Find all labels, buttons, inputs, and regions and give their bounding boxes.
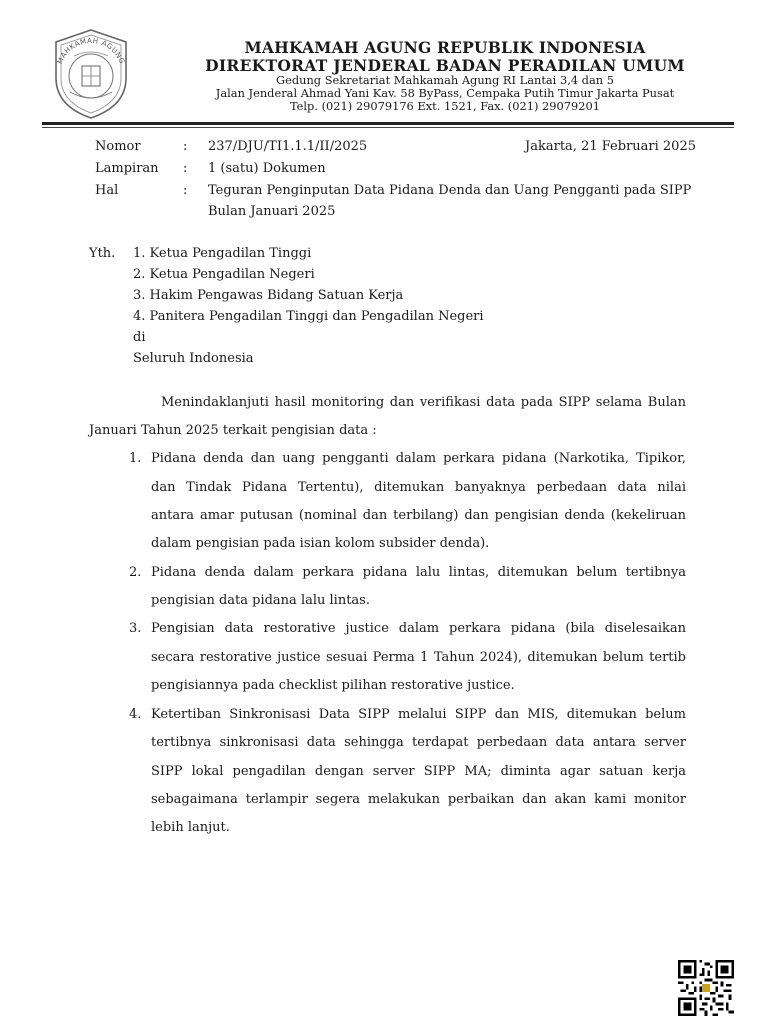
point-number: 3. [129,621,142,636]
lampiran-value: 1 (satu) Dokumen [208,161,326,176]
point-line: Pidana denda dalam perkara pidana lalu lintas, ditemukan belum tertibnya [151,565,686,580]
nomor-label: Nomor [95,139,141,154]
point-line: antara amar putusan (nominal dan terbilang) dan pengisian denda (kekeliruan [151,508,686,523]
svg-text:MAHKAMAH AGUNG: MAHKAMAH AGUNG [55,36,127,66]
nomor-value: 237/DJU/TI1.1.1/II/2025 [208,139,368,154]
nomor-colon: : [183,139,188,154]
org-name: MAHKAMAH AGUNG REPUBLIK INDONESIA [244,38,646,57]
directorate-name: DIREKTORAT JENDERAL BADAN PERADILAN UMUM [205,56,685,75]
recipient-item: 1. Ketua Pengadilan Tinggi [133,246,312,261]
lampiran-label: Lampiran [95,161,159,176]
point-number: 2. [129,565,142,580]
recipient-item: 4. Panitera Pengadilan Tinggi dan Pengadilan Negeri [133,309,484,324]
point-line: Pidana denda dan uang pengganti dalam perkara pidana (Narkotika, Tipikor, [151,451,686,466]
hal-value-line-1: Teguran Penginputan Data Pidana Denda dan Uang Pengganti pada SIPP [208,183,692,198]
point-line: lebih lanjut. [151,820,230,835]
qr-code-icon [678,960,734,1016]
yth-label: Yth. [89,246,116,261]
point-line: tertibnya sinkronisasi data sehingga terdapat perbedaan data antara server [151,735,686,750]
recipient-item: 2. Ketua Pengadilan Negeri [133,267,315,282]
recipient-di: di [133,330,146,345]
intro-line-2: Januari Tahun 2025 terkait pengisian data : [89,423,377,438]
intro-line-1: Menindaklanjuti hasil monitoring dan verifikasi data pada SIPP selama Bulan [161,395,686,410]
letterhead-divider-thin [42,127,734,128]
point-number: 4. [129,707,142,722]
point-line: SIPP lokal pengadilan dengan server SIPP MA; diminta agar satuan kerja [151,764,686,779]
point-number: 1. [129,451,142,466]
hal-colon: : [183,183,188,198]
recipient-location: Seluruh Indonesia [133,351,254,366]
point-line: dalam pengisian pada isian kolom subsider denda). [151,536,490,551]
hal-label: Hal [95,183,119,198]
address-line-3: Telp. (021) 29079176 Ext. 1521, Fax. (021) 29079201 [289,99,601,113]
letterhead-divider-thick [42,122,734,125]
recipient-item: 3. Hakim Pengawas Bidang Satuan Kerja [133,288,404,303]
point-line: Pengisian data restorative justice dalam perkara pidana (bila diselesaikan [151,621,686,636]
lampiran-colon: : [183,161,188,176]
point-line: secara restorative justice sesuai Perma 1 Tahun 2024), ditemukan belum tertib [151,650,686,665]
mahkamah-agung-seal-icon [48,26,134,122]
address-line-2: Jalan Jenderal Ahmad Yani Kav. 58 ByPass, Cempaka Putih Timur Jakarta Pusat [215,86,675,100]
point-line: Ketertiban Sinkronisasi Data SIPP melalui SIPP dan MIS, ditemukan belum [151,707,686,722]
point-line: dan Tindak Pidana Tertentu), ditemukan banyaknya perbedaan data nilai [151,480,686,495]
point-line: pengisian data pidana lalu lintas. [151,593,370,608]
hal-value-line-2: Bulan Januari 2025 [208,204,336,219]
address-line-1: Gedung Sekretariat Mahkamah Agung RI Lantai 3,4 dan 5 [276,73,614,87]
letter-date: Jakarta, 21 Februari 2025 [525,139,696,154]
point-line: sebagaimana terlampir segera melakukan perbaikan dan akan kami monitor [151,792,686,807]
point-line: pengisiannya pada checklist pilihan restorative justice. [151,678,515,693]
